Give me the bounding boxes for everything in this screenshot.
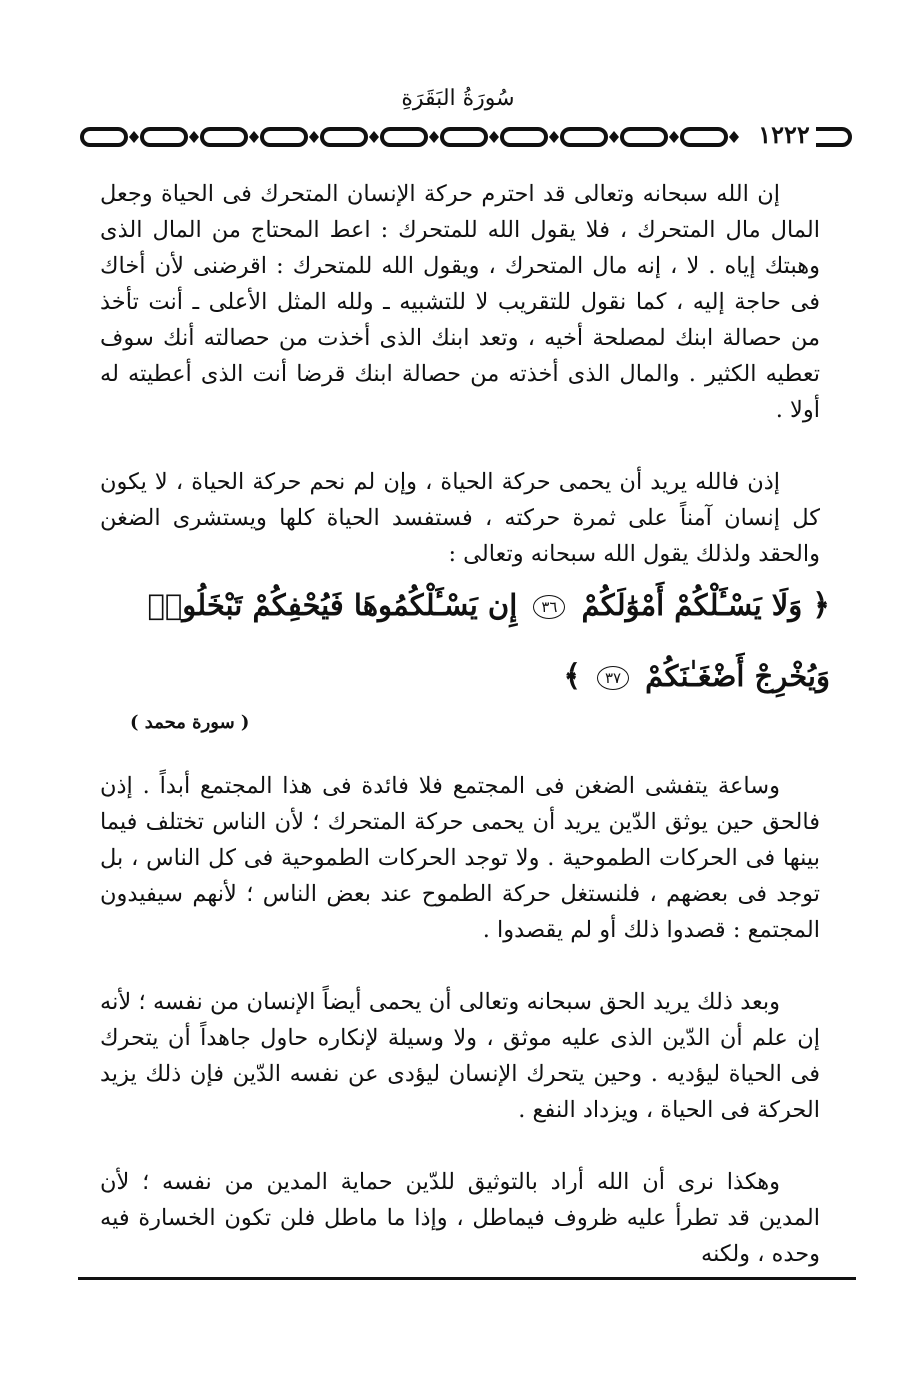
ayah-number-marker: ٣٧ [597, 666, 629, 690]
paragraph: وساعة يتفشى الضغن فى المجتمع فلا فائدة فى هذا المجتمع أبداً . إذن فالحق حين يوثق الدّين يريد أن يحمى حركة المتحرك ؛ لأن الناس تختلف فيما بينها فى الحركات الطموحية . ولا توجد الحركات الطموحية فى كل الناس ، بل توجد فى بعضهم ، فلنستغل حركة الطموح عند بعض الناس ؛ لأنهم سيفيدون المجتمع : قصدوا ذلك أو لم يقصدوا . [100, 773, 820, 943]
paragraph: إذن فالله يريد أن يحمى حركة الحياة ، وإن لم نحم حركة الحياة ، لا يكون كل إنسان آمناً على ثمرة حركته ، فستفسد الحياة كلها ويستشرى الضغن والحقد ولذلك يقول الله سبحانه وتعالى : [100, 469, 820, 567]
verse-text-part-1: وَلَا يَسْـَٔلْكُمْ أَمْوَٰلَكُمْ [581, 588, 803, 622]
surah-title: سُورَةُ البَقَرَةِ [401, 86, 515, 111]
verse-source: ( سورة محمد ) [130, 712, 250, 733]
ayah-number-marker: ٣٦ [533, 595, 565, 619]
verse-text-part-2: إِن يَسْـَٔلْكُمُوهَا فَيُحْفِكُمْ تَبْخَلُوا۟ وَيُخْرِجْ أَضْغَـٰنَكُمْ [147, 588, 830, 693]
page-number: ١٢٢٢ [752, 120, 816, 149]
verse-close-bracket: ﴾ [563, 659, 581, 694]
verse-open-bracket: ﴿ [812, 588, 830, 623]
decorative-header-border [78, 122, 856, 152]
main-text-block [100, 176, 820, 572]
main-text-block-2 [100, 768, 820, 1272]
paragraph: وبعد ذلك يريد الحق سبحانه وتعالى أن يحمى أيضاً الإنسان من نفسه ؛ لأنه إن علم أن الدّين الذى عليه موثق ، ولا وسيلة لإنكاره حاول جاهداً أن يتحرك فى الحياة ليؤديه . وحين يتحرك الإنسان ليؤدى عن نفسه الدّين فإن ذلك يزيد الحركة فى الحياة ، ويزداد النفع . [100, 989, 820, 1123]
footer-divider [78, 1277, 856, 1280]
paragraph: إن الله سبحانه وتعالى قد احترم حركة الإنسان المتحرك فى الحياة وجعل المال مال المتحرك ، فلا يقول الله للمتحرك : اعط المحتاج من المال الذى وهبتك إياه . لا ، إنه مال المتحرك ، ويقول الله للمتحرك : اقرضنى لأن أخاك فى حاجة إليه ، كما نقول للتقريب لا للتشبيه ـ ولله المثل الأعلى ـ أنت تأخذ من حصالة ابنك لمصلحة أخيه ، وتعد ابنك الذى أخذت من حصالته أنك سوف تعطيه الكثير . والمال الذى أخذته من حصالة ابنك قرضا أنت الذى أعطيته له أولا . [100, 181, 820, 423]
paragraph: وهكذا نرى أن الله أراد بالتوثيق للدّين حماية المدين من نفسه ؛ لأن المدين قد تطرأ عليه ظروف فيماطل ، وإذا ما ماطل فلن تكون الخسارة فيه وحده ، ولكنه [100, 1169, 820, 1267]
quran-verse [110, 570, 830, 712]
